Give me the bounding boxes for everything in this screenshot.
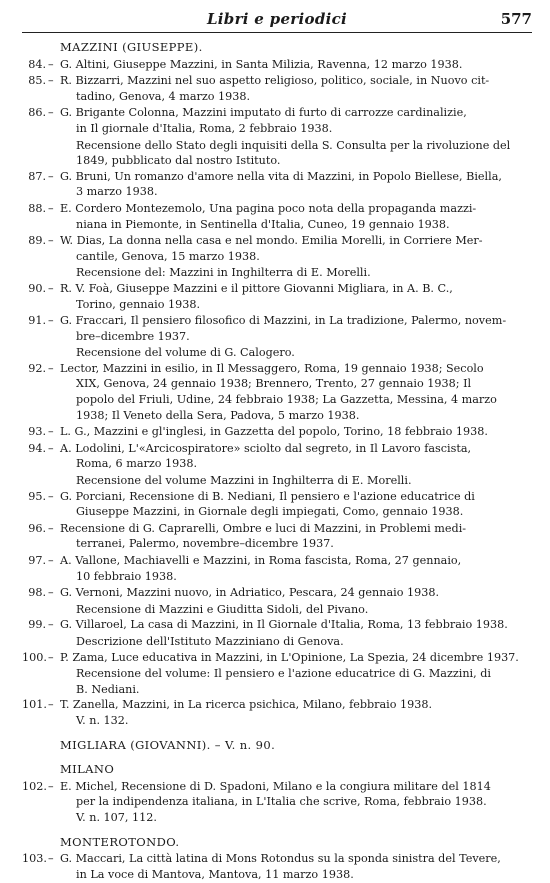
entry-line: bre–dicembre 1937. — [76, 329, 190, 343]
bibliography-list — [22, 40, 532, 883]
entry-dash: – — [48, 521, 54, 535]
entry-text — [60, 489, 532, 520]
entry-text — [60, 779, 532, 826]
entry-line: G. Vernoni, Mazzini nuovo, in Adriatico, Pescara, 24 gennaio 1938. — [60, 586, 440, 600]
entry-number: 89. — [28, 234, 46, 248]
bibliography-entry — [22, 281, 532, 312]
entry-number: 99. — [28, 618, 46, 632]
entry-number: 88. — [28, 201, 46, 215]
entry-line: R. Bizzarri, Mazzini nel suo aspetto religioso, politico, sociale, in Nuovo cit- — [60, 74, 490, 88]
entry-dash: – — [48, 314, 54, 328]
entry-note — [22, 265, 532, 281]
bibliography-entry — [22, 105, 532, 136]
entry-line: Roma, 6 marzo 1938. — [76, 457, 198, 471]
entry-line: in Il giornale d'Italia, Roma, 2 febbraio 1938. — [76, 121, 333, 135]
entry-line: 10 febbraio 1938. — [76, 569, 177, 583]
entry-note — [22, 138, 532, 169]
bibliography-entry — [22, 57, 532, 73]
entry-dash: – — [48, 779, 54, 793]
entry-dash: – — [48, 852, 54, 866]
note-line: Recensione del volume: Il pensiero e l'azione educatrice di G. Mazzini, di — [76, 667, 491, 681]
entry-number: 85. — [28, 74, 46, 88]
entry-line: popolo del Friuli, Udine, 24 febbraio 1938; La Gazzetta, Messina, 4 marzo — [76, 393, 497, 407]
entry-line: Giuseppe Mazzini, in Giornale degli impiegati, Como, gennaio 1938. — [76, 505, 464, 519]
entry-text — [60, 441, 532, 472]
entry-dash: – — [48, 74, 54, 88]
entry-line: V. n. 132. — [76, 713, 129, 727]
bibliography-entry — [22, 361, 532, 423]
section-heading: MILANO — [60, 762, 115, 777]
entry-line: P. Zama, Luce educativa in Mazzini, in L'Opinione, La Spezia, 24 dicembre 1937. — [60, 650, 519, 664]
entry-text — [60, 851, 532, 882]
bibliography-entry — [22, 73, 532, 104]
section-heading: MONTEROTONDO. — [60, 834, 180, 849]
entry-dash: – — [48, 57, 54, 71]
entry-line: G. Bruni, Un romanzo d'amore nella vita di Mazzini, in Popolo Biellese, Biella, — [60, 169, 502, 183]
entry-number: 97. — [28, 554, 46, 567]
entry-note — [22, 345, 532, 361]
entry-text — [60, 233, 532, 264]
entry-text — [60, 585, 532, 601]
entry-text — [60, 553, 532, 584]
entry-number: 98. — [28, 586, 46, 600]
note-line: Descrizione dell'Istituto Mazziniano di Genova. — [76, 634, 344, 648]
entry-number: 93. — [28, 425, 46, 439]
entry-dash: – — [48, 489, 54, 503]
bibliography-entry — [22, 201, 532, 232]
bibliography-entry — [22, 697, 532, 728]
note-line: B. Nediani. — [76, 682, 140, 696]
entry-text — [60, 169, 532, 200]
entry-dash: – — [48, 169, 54, 183]
entry-text — [60, 521, 532, 552]
entry-line: Recensione di G. Caprarelli, Ombre e luci di Mazzini, in Problemi medi- — [60, 521, 467, 535]
entry-dash: – — [48, 106, 54, 120]
entry-line: V. n. 107, 112. — [76, 810, 157, 824]
bibliography-entry — [22, 585, 532, 601]
bibliography-entry — [22, 424, 532, 440]
entry-dash: – — [48, 201, 54, 215]
entry-number: 103. — [22, 852, 47, 866]
entry-number: 91. — [28, 314, 46, 328]
entry-dash: – — [48, 361, 54, 375]
entry-line: G. Villaroel, La casa di Mazzini, in Il Giornale d'Italia, Roma, 13 febbraio 1938. — [60, 618, 508, 632]
entry-line: Lector, Mazzini in esilio, in Il Messaggero, Roma, 19 gennaio 1938; Secolo — [60, 361, 484, 375]
entry-number: 102. — [22, 779, 47, 793]
section-heading: MIGLIARA (GIOVANNI). – V. n. 90. — [60, 737, 276, 752]
entry-line: per la indipendenza italiana, in L'Italia che scrive, Roma, febbraio 1938. — [76, 795, 487, 809]
entry-text — [60, 73, 532, 104]
bibliography-entry — [22, 313, 532, 344]
entry-number: 100. — [22, 650, 47, 664]
bibliography-entry — [22, 233, 532, 264]
entry-note — [22, 634, 532, 650]
entry-line: G. Porciani, Recensione di B. Nediani, Il pensiero e l'azione educatrice di — [60, 489, 475, 503]
entry-number: 87. — [28, 169, 46, 183]
entry-text — [60, 201, 532, 232]
entry-line: 3 marzo 1938. — [76, 185, 158, 199]
entry-line: G. Maccari, La città latina di Mons Rotondus su la sponda sinistra del Tevere, — [60, 852, 501, 866]
entry-dash: – — [48, 281, 54, 295]
entry-line: E. Cordero Montezemolo, Una pagina poco nota della propaganda mazzi- — [60, 201, 477, 215]
note-line: Recensione di Mazzini e Giuditta Sidoli, del Pivano. — [76, 602, 369, 616]
entry-line: L. G., Mazzini e gl'inglesi, in Gazzetta del popolo, Torino, 18 febbraio 1938. — [60, 425, 488, 439]
note-line: Recensione del: Mazzini in Inghilterra di E. Morelli. — [76, 266, 371, 280]
note-line: Recensione dello Stato degli inquisiti della S. Consulta per la rivoluzione del — [76, 138, 511, 152]
note-line: Recensione del volume di G. Calogero. — [76, 346, 295, 360]
entry-line: tadino, Genova, 4 marzo 1938. — [76, 89, 251, 103]
note-line: Recensione del volume Mazzini in Inghilterra di E. Morelli. — [76, 474, 412, 488]
entry-dash: – — [48, 650, 54, 664]
entry-text — [60, 281, 532, 312]
entry-dash: – — [48, 234, 54, 248]
bibliography-entry — [22, 441, 532, 472]
entry-number: 101. — [22, 698, 47, 712]
entry-line: A. Vallone, Machiavelli e Mazzini, in Roma fascista, Roma, 27 gennaio, — [60, 554, 462, 567]
entry-note — [22, 473, 532, 489]
bibliography-entry — [22, 553, 532, 584]
entry-dash: – — [48, 441, 54, 455]
entry-line: terranei, Palermo, novembre–dicembre 1937. — [76, 537, 334, 551]
entry-line: G. Fraccari, Il pensiero filosofico di Mazzini, in La tradizione, Palermo, novem- — [60, 314, 507, 328]
entry-text — [60, 57, 532, 73]
entry-number: 94. — [28, 441, 46, 455]
bibliography-entry — [22, 779, 532, 826]
entry-number: 86. — [28, 106, 46, 120]
bibliography-entry — [22, 521, 532, 552]
bibliography-entry — [22, 617, 532, 633]
page-header — [22, 10, 532, 33]
entry-dash: – — [48, 425, 54, 439]
note-line: 1849, pubblicato dal nostro Istituto. — [76, 154, 281, 168]
bibliography-entry — [22, 169, 532, 200]
entry-number: 95. — [28, 489, 46, 503]
entry-line: G. Altini, Giuseppe Mazzini, in Santa Milizia, Ravenna, 12 marzo 1938. — [60, 57, 463, 71]
entry-dash: – — [48, 554, 54, 567]
entry-text — [60, 617, 532, 633]
entry-line: G. Brigante Colonna, Mazzini imputato di furto di carrozze cardinalizie, — [60, 106, 467, 120]
entry-dash: – — [48, 618, 54, 632]
section-heading: MAZZINI (GIUSEPPE). — [60, 40, 203, 54]
entry-number: 90. — [28, 281, 46, 295]
entry-number: 84. — [28, 57, 46, 71]
page-number: 577 — [500, 10, 532, 28]
running-title: Libri e periodici — [206, 10, 348, 28]
entry-number: 96. — [28, 521, 46, 535]
entry-text — [60, 313, 532, 344]
entry-text — [60, 424, 532, 440]
entry-line: XIX, Genova, 24 gennaio 1938; Brennero, Trento, 27 gennaio 1938; Il — [76, 377, 472, 391]
entry-dash: – — [48, 698, 54, 712]
entry-line: W. Dias, La donna nella casa e nel mondo. Emilia Morelli, in Corriere Mer- — [60, 234, 483, 248]
bibliography-entry — [22, 489, 532, 520]
entry-line: cantile, Genova, 15 marzo 1938. — [76, 249, 260, 263]
entry-line: Torino, gennaio 1938. — [76, 297, 201, 311]
entry-note — [22, 602, 532, 618]
entry-number: 92. — [28, 361, 46, 375]
entry-line: A. Lodolini, L'«Arcicospiratore» sciolto dal segreto, in Il Lavoro fascista, — [60, 441, 472, 455]
entry-line: E. Michel, Recensione di D. Spadoni, Milano e la congiura militare del 1814 — [60, 779, 491, 793]
entry-text — [60, 697, 532, 728]
entry-line: T. Zanella, Mazzini, in La ricerca psichica, Milano, febbraio 1938. — [60, 698, 433, 712]
entry-line: in La voce di Mantova, Mantova, 11 marzo 1938. — [76, 867, 354, 881]
entry-line: R. V. Foà, Giuseppe Mazzini e il pittore Giovanni Migliara, in A. B. C., — [60, 281, 453, 295]
entry-text — [60, 361, 532, 423]
bibliography-entry — [22, 650, 532, 666]
entry-line: niana in Piemonte, in Sentinella d'Italia, Cuneo, 19 gennaio 1938. — [76, 217, 450, 231]
entry-dash: – — [48, 586, 54, 600]
bibliography-entry — [22, 851, 532, 882]
entry-line: 1938; Il Veneto della Sera, Padova, 5 marzo 1938. — [76, 408, 360, 422]
entry-text — [60, 650, 532, 666]
entry-note — [22, 666, 532, 697]
entry-text — [60, 105, 532, 136]
